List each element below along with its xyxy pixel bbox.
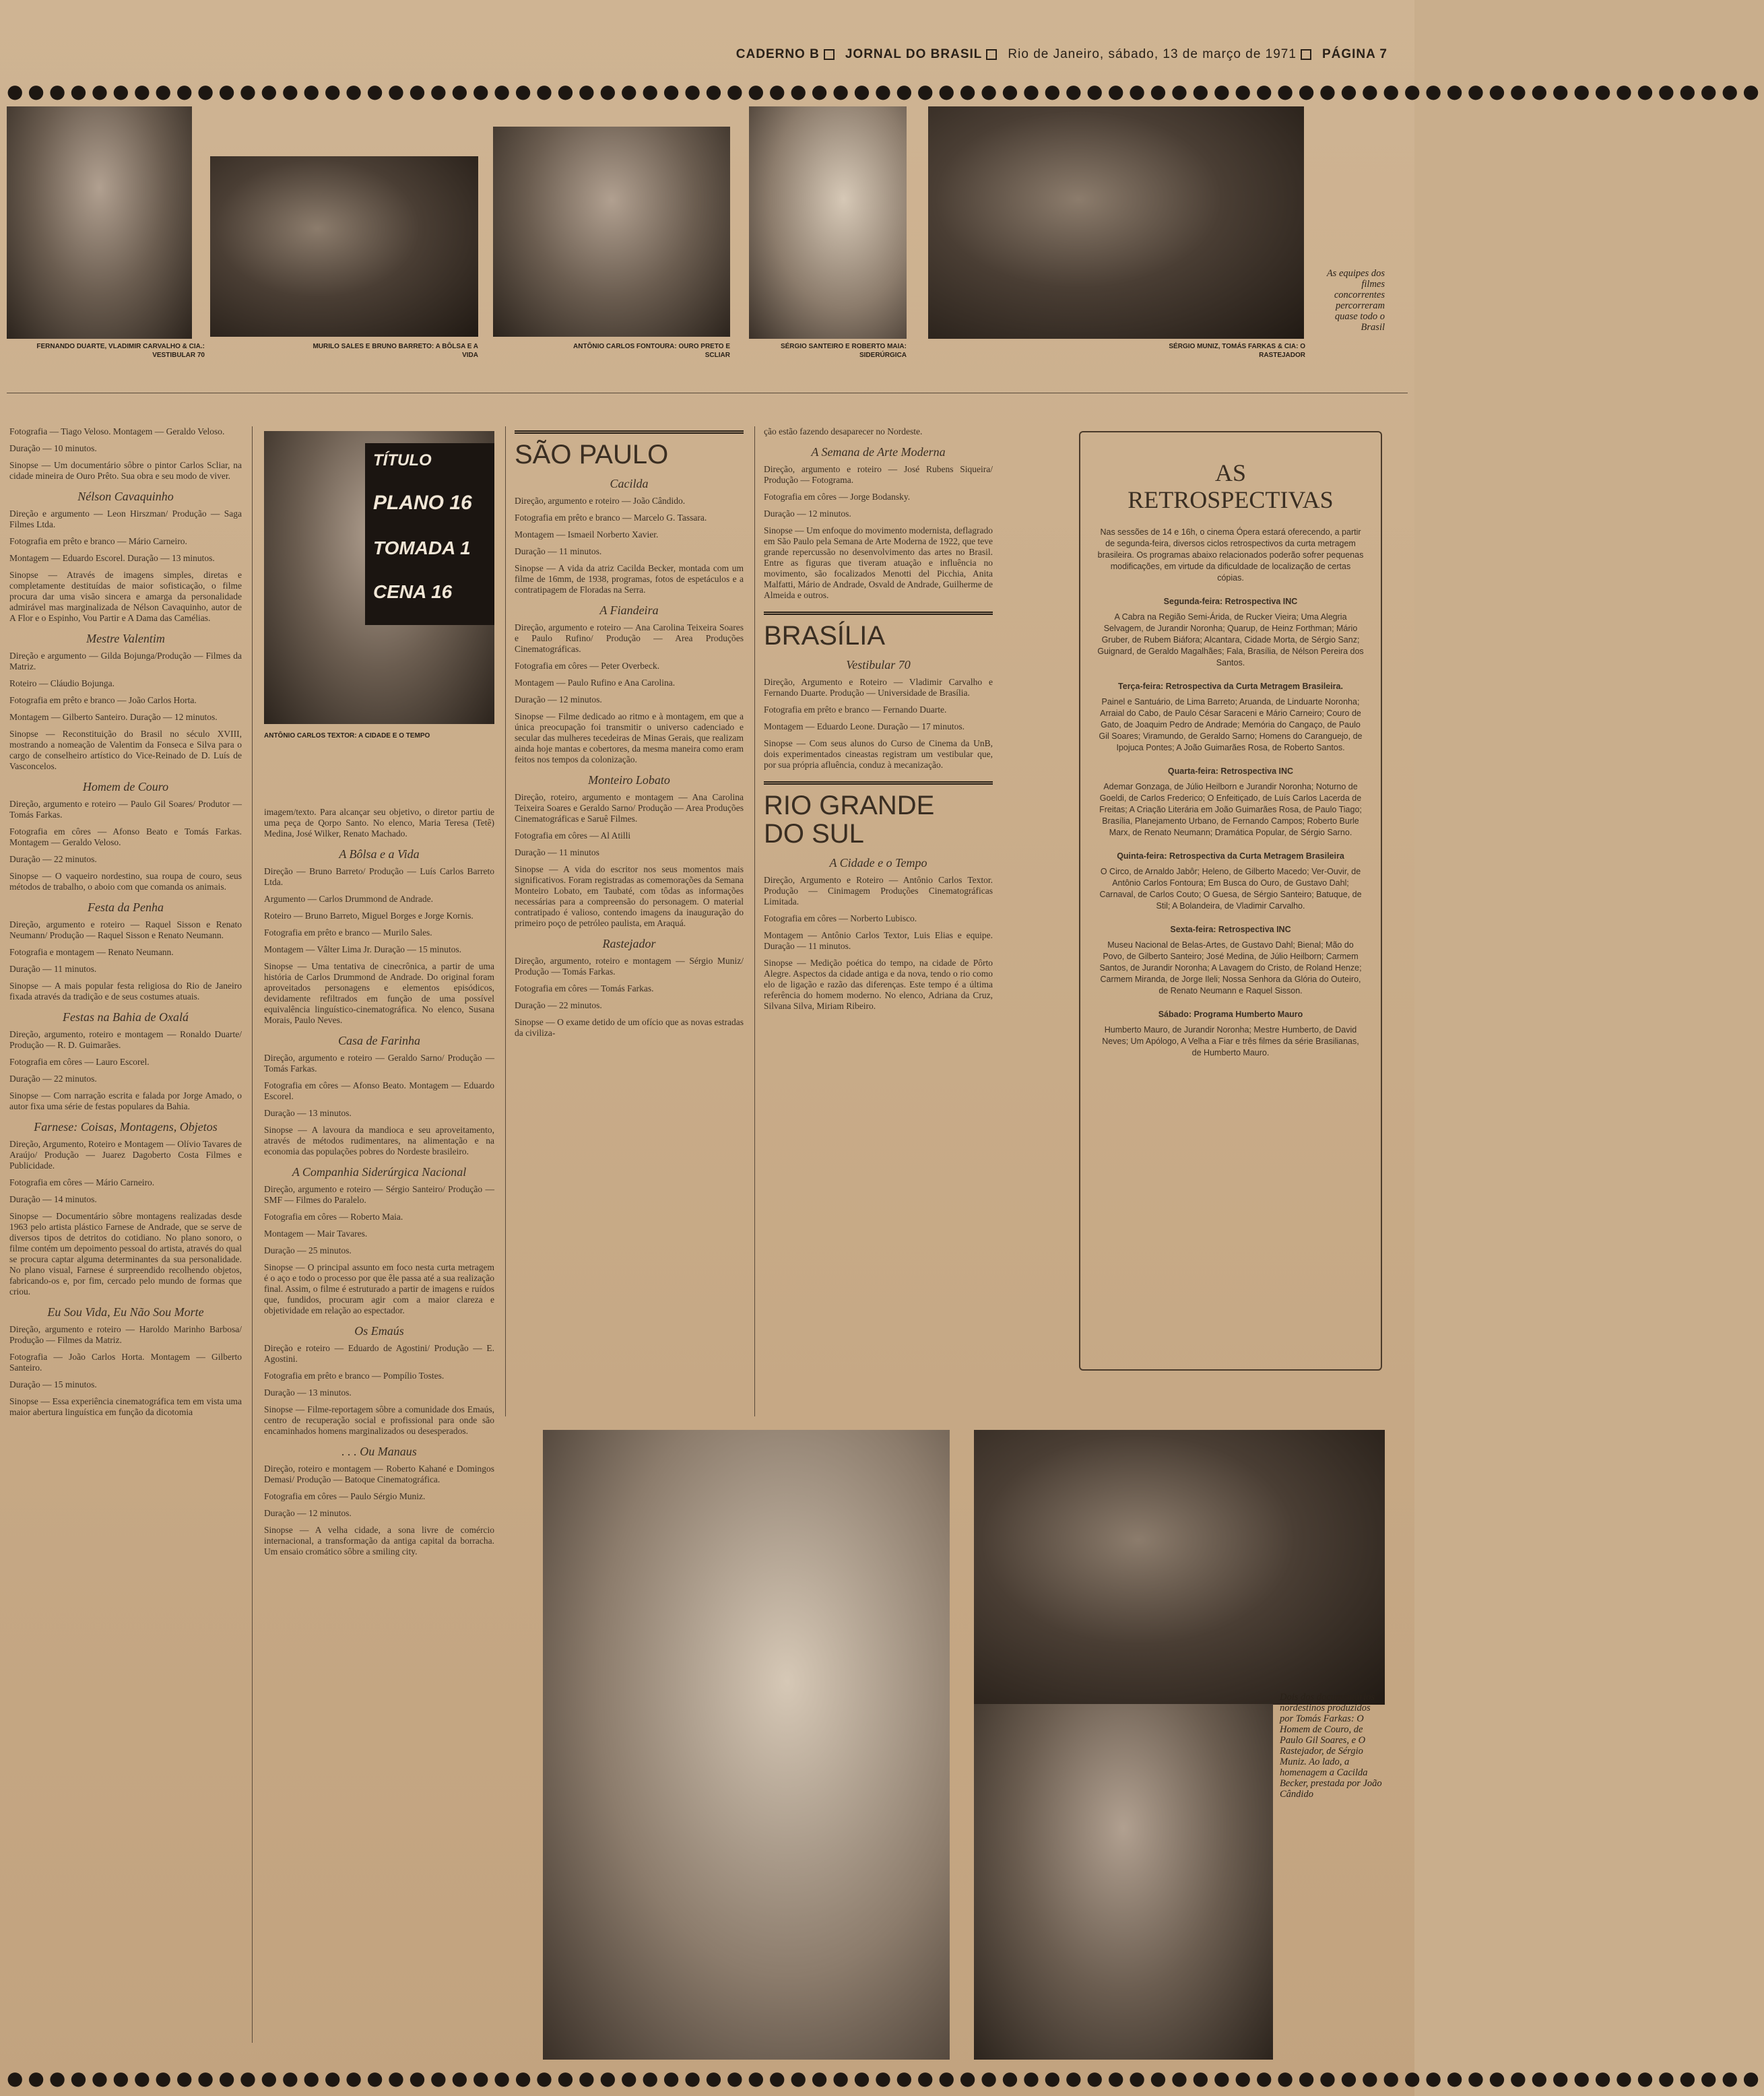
caption-cidade-tempo: ANTÔNIO CARLOS TEXTOR: A CIDADE E O TEMPO [264,732,430,740]
retro-day-heading: Sábado: Programa Humberto Mauro [1158,1010,1303,1019]
caption-vestibular: FERNANDO DUARTE, VLADIMIR CARVALHO & CIA.: VESTIBULAR 70 [36,343,205,359]
film-paragraph: Argumento — Carlos Drummond de Andrade. [264,894,433,904]
film-paragraph: Montagem — Mair Tavares. [264,1229,368,1239]
film-paragraph: Direção e argumento — Gilda Bojunga/Produção — Filmes da Matriz. [9,651,242,672]
caption-bolsa-vida: MURILO SALES E BRUNO BARRETO: A BÔLSA E A VIDA [313,343,478,359]
retro-day-program: Ademar Gonzaga, de Júlio Heilborn e Jurandir Noronha; Noturno de Goeldi, de Carlos Frederico; O Enfeitiçado, de Luís Carlos Lacerda de Freitas; A Criação Literária em João Guimarães Rosa, de Paulo Tiago; Brasília, Planejamento Urbano, de Fernando Campos; Roberto Burle Marx, de Renato Neumann; Dramática Popular, de Sérgio Sarno. [1099,782,1362,837]
retro-day-heading: Segunda-feira: Retrospectiva INC [1163,597,1298,606]
sao-paulo-body [515,478,744,1039]
column-4 [764,426,993,1018]
film-title: A Cidade e o Tempo [829,856,927,870]
film-paragraph: Direção, argumento e roteiro — José Rubens Siqueira/ Produção — Fotograma. [764,464,993,485]
film-paragraph: Sinopse — A velha cidade, a sona livre de comércio internacional, a transformação da antiga capital da borracha. Um ensaio cromático sôbre a smiling city. [264,1525,494,1557]
separator-square-icon [986,49,997,60]
film-title: Homem de Couro [82,780,169,793]
section-title-sao-paulo: SÃO PAULO [515,430,744,469]
film-paragraph: Fotografia — João Carlos Horta. Montagem — Gilberto Santeiro. [9,1352,242,1373]
film-paragraph: Fotografia em côres — Lauro Escorel. [9,1057,150,1067]
film-title: Mestre Valentim [86,632,165,645]
caption-bottom: Dois dos documentários nordestinos produzidos por Tomás Farkas: O Homem de Couro, de Paulo Gil Soares, e O Rastejador, de Sérgio Muniz. Ao lado, a homenagem a Cacilda Becker, prestada por João Cândido [1280,1692,1382,1800]
film-title: Eu Sou Vida, Eu Não Sou Morte [47,1305,204,1319]
film-title: A Fiandeira [599,603,659,617]
film-paragraph: Sinopse — A mais popular festa religiosa do Rio de Janeiro fixada através da tradição e de seus costumes atuais. [9,981,242,1002]
film-paragraph: Montagem — Eduardo Leone. Duração — 17 minutos. [764,721,965,731]
film-paragraph: Direção, argumento e roteiro — Raquel Sisson e Renato Neumann/ Produção — Raquel Sisson e Renato Neumann. [9,919,242,940]
film-paragraph: Duração — 11 minutos [515,847,599,857]
column-1 [9,426,242,1424]
film-paragraph: Fotografia em prêto e branco — Pompílio Tostes. [264,1371,445,1381]
retro-day-program: Museu Nacional de Belas-Artes, de Gustavo Dahl; Bienal; Mão do Povo, de Gilberto Santeiro; José Medina, de Júlio Heilborn; Carmem Santos, de Jurandir Noronha; A Lavagem do Cristo, de Roland Henze; Carmem Miranda, de Jorge Ileli; Nossa Senhora da Glória do Outeiro, de Renato Neumann e Raquel Sisson. [1099,940,1362,995]
column-rule [505,426,506,1416]
retro-title-1: AS [1214,459,1247,486]
film-paragraph: Sinopse — Essa experiência cinematográfica tem em vista uma maior abertura linguística em função da dicotomia [9,1396,242,1417]
film-paragraph: Fotografia em prêto e branco — João Carlos Horta. [9,695,197,705]
photo-bolsa-vida [210,156,478,337]
film-paragraph: Direção, argumento e roteiro — Geraldo Sarno/ Produção — Tomás Farkas. [264,1053,494,1074]
film-paragraph: Direção, argumento e roteiro — Paulo Gil Soares/ Produtor — Tomás Farkas. [9,799,242,820]
film-paragraph: Roteiro — Bruno Barreto, Miguel Borges e Jorge Kornis. [264,911,473,921]
film-paragraph: Direção, Argumento e Roteiro — Antônio Carlos Textor. Produção — Cinimagem Produções Cinematográficas Limitada. [764,875,993,907]
film-paragraph: Fotografia em côres — Jorge Bodansky. [764,492,911,502]
film-paragraph: Sinopse — Através de imagens simples, diretas e completamente destituídas de maior sofisticação, o filme procura dar uma visão sincera e amarga da personalidade admirável mas marginalizada de Nélson Cavaquinho, autor de A Flor e o Espinho, Vou Partir e A Dama das Camélias. [9,570,242,623]
photo-siderurgica [749,106,907,339]
film-paragraph: Sinopse — A lavoura da mandioca e seu aproveitamento, através de métodos rudimentares, na alimentação e na economia das populações pobres do Nordeste brasileiro. [264,1125,494,1156]
film-paragraph: Montagem — Paulo Rufino e Ana Carolina. [515,678,676,688]
film-paragraph: Duração — 22 minutos. [9,854,97,864]
retro-day-program: A Cabra na Região Semi-Árida, de Rucker Vieira; Uma Alegria Selvagem, de Jurandir Noronha; Quarup, de Heinz Forthman; Mário Gruber, de Rubem Biáfora; Alcantara, Cidade Morta, de Sérgio Sanz; Guignard, de Geraldo Magalhães; Fala, Brasília, de Nélson Pereira dos Santos. [1097,612,1364,667]
photo-ouro-preto [493,127,730,337]
photo-vestibular [7,106,192,339]
film-paragraph: Direção, argumento, roteiro e montagem — Sérgio Muniz/ Produção — Tomás Farkas. [515,956,744,977]
photo-homem-de-couro [543,1430,950,2060]
film-paragraph: Duração — 12 minutos. [764,509,851,519]
film-paragraph: Duração — 22 minutos. [515,1000,602,1010]
film-paragraph: Direção, roteiro, argumento e montagem — Ana Carolina Teixeira Soares e Geraldo Sarno/ Produção — Area Produções Cinematográficas e Saruê Filmes. [515,792,744,824]
brasilia-body [764,659,993,771]
film-paragraph: Sinopse — Filme dedicado ao ritmo e à montagem, em que a única preocupação foi transmitir o universo cadenciado e secular das mulheres tecedeiras de Minas Gerais, que realizam ainda hoje mantas e cobertores, da mesma maneira como eram feitos nos tempos da colonização. [515,711,744,764]
film-paragraph: Sinopse — Uma tentativa de cinecrônica, a partir de uma história de Carlos Drummond de Andrade. Do original foram aproveitados personagens e elementos episódicos, devidamente refiltrados em função de uma possível equivalência linguístico-cinematográfica. No elenco, Susana Morais, Paulo Neves. [264,961,494,1025]
clapper-title: TÍTULO [373,451,432,469]
clapper-plano: PLANO 16 [373,492,472,514]
film-paragraph: Duração — 12 minutos. [264,1508,352,1518]
film-paragraph: Montagem — Ismaeil Norberto Xavier. [515,529,659,539]
film-paragraph: Fotografia em côres — Mário Carneiro. [9,1177,155,1187]
retro-day-heading: Quinta-feira: Retrospectiva da Curta Metragem Brasileira [1117,851,1344,861]
film-paragraph: Direção, argumento e roteiro — Ana Carolina Teixeira Soares e Paulo Rufino/ Produção — Area Produções Cinematográficas. [515,622,744,654]
film-title: . . . Ou Manaus [341,1445,417,1458]
clapperboard [365,443,494,625]
film-title: Casa de Farinha [337,1034,420,1047]
caption-siderurgica: SÉRGIO SANTEIRO E ROBERTO MAIA: SIDERÚRGICA [780,343,907,359]
rio-grande-body [764,857,993,1012]
film-paragraph: Direção e argumento — Leon Hirszman/ Produção — Saga Filmes Ltda. [9,509,242,529]
film-paragraph: Sinopse — Um enfoque do movimento modernista, deflagrado em São Paulo pela Semana de Arte Moderna de 1922, que teve grande repercussão no desenvolvimento das artes no Brasil. Entre as figuras que tiveram atuação e influência no movimento, são focalizados Menotti del Picchia, Anita Malfatti, Mário de Andrade, Osvald de Andrade, Guilherme de Almeida e outros. [764,525,993,600]
film-paragraph: Fotografia em côres — Tomás Farkas. [515,983,654,993]
separator-square-icon [1301,49,1311,60]
film-paragraph: Montagem — Gilberto Santeiro. Duração — 12 minutos. [9,712,218,722]
film-paragraph: Duração — 15 minutos. [9,1379,97,1389]
film-title: Os Emaús [354,1324,404,1338]
column-4-top [764,426,993,601]
film-paragraph: Sinopse — Com narração escrita e falada por Jorge Amado, o autor fixa uma série de festas populares da Bahia. [9,1090,242,1111]
film-paragraph: Fotografia em côres — Paulo Sérgio Muniz. [264,1491,426,1501]
film-title: Rastejador [602,937,656,950]
retro-day-heading: Quarta-feira: Retrospectiva INC [1167,766,1294,776]
film-title: Farnese: Coisas, Montagens, Objetos [34,1120,218,1134]
film-paragraph: Duração — 11 minutos. [515,546,602,556]
caption-ouro-preto: ANTÔNIO CARLOS FONTOURA: OURO PRETO E SCLIAR [573,343,730,359]
column-rule [754,426,755,1416]
paper-name: JORNAL DO BRASIL [845,47,983,61]
section-title-rio-grande: RIO GRANDE [764,781,993,820]
film-paragraph: Sinopse — Reconstituição do Brasil no século XVIII, mostrando a nomeação de Valentim da Fonseca e Silva para o cargo de conselheiro artístico do Vice-Reinado de D. Luís de Vasconcelos. [9,729,242,771]
film-paragraph: Direção, Argumento e Roteiro — Vladimir Carvalho e Fernando Duarte. Produção — Universidade de Brasília. [764,677,993,698]
photo-cacilda [974,1704,1273,2060]
film-paragraph: Duração — 13 minutos. [264,1108,352,1118]
retro-day-program: O Circo, de Arnaldo Jabôr; Heleno, de Gilberto Macedo; Ver-Ouvir, de Antônio Carlos Fontoura; Em Busca do Ouro, de Gustavo Dahl; Carnaval, de Carlos Couto; O Guesa, de Sérgio Santeiro; Batuque, de Stil; A Bolandeira, de Vladimir Carvalho. [1099,867,1362,911]
film-paragraph: Sinopse — Filme-reportagem sôbre a comunidade dos Emaús, centro de recuperação social e profissional para onde são encaminhados homens marginalizados ou desesperados. [264,1404,494,1436]
clapper-cena: CENA 16 [373,581,453,602]
film-paragraph: Duração — 11 minutos. [9,964,97,974]
separator-square-icon [824,49,835,60]
film-paragraph: Fotografia — Tiago Veloso. Montagem — Geraldo Veloso. [9,426,225,436]
film-paragraph: Fotografia em prêto e branco — Murilo Sales. [264,927,432,938]
retro-day-heading: Sexta-feira: Retrospectiva INC [1170,925,1291,934]
column-2 [264,807,494,1563]
retro-day-program: Humberto Mauro, de Jurandir Noronha; Mestre Humberto, de David Neves; Um Apólogo, A Velha a Fiar e três filmes da série Brasilianas, de Humberto Mauro. [1102,1025,1359,1057]
film-paragraph: Duração — 10 minutos. [9,443,97,453]
film-title: Monteiro Lobato [588,773,670,787]
film-paragraph: Direção, argumento e roteiro — Sérgio Santeiro/ Produção — SMF — Filmes do Paralelo. [264,1184,494,1205]
film-paragraph: Montagem — Antônio Carlos Textor, Luis Elias e equipe. Duração — 11 minutos. [764,930,993,951]
film-paragraph: Sinopse — O vaqueiro nordestino, sua roupa de couro, seus métodos de trabalho, o aboio com que comanda os animais. [9,871,242,892]
film-paragraph: Fotografia em prêto e branco — Mário Carneiro. [9,536,187,546]
film-paragraph: ção estão fazendo desaparecer no Nordeste. [764,426,923,436]
film-paragraph: Duração — 13 minutos. [264,1387,352,1398]
film-paragraph: Montagem — Eduardo Escorel. Duração — 13 minutos. [9,553,215,563]
film-title: Festas na Bahia de Oxalá [63,1010,189,1024]
film-paragraph: Sinopse — Com seus alunos do Curso de Cinema da UnB, dois experimentados cineastas registram um vestibular que, por sua própria afluência, conduz à mecanização. [764,738,993,770]
retro-title-2: RETROSPECTIVAS [1128,486,1334,513]
film-paragraph: Fotografia em prêto e branco — Fernando Duarte. [764,705,947,715]
film-paragraph: Sinopse — Um documentário sôbre o pintor Carlos Scliar, na cidade mineira de Ouro Prêto. Sua obra e seu modo de viver. [9,460,242,481]
caption-equipes: As equipes dos filmes concorrentes percorreram quase todo o Brasil [1326,268,1385,333]
retro-intro: Nas sessões de 14 e 16h, o cinema Ópera estará oferecendo, a partir de segunda-feira, diversos ciclos retrospectivos da curta metragem brasileira. Os programas abaixo relacionados poderão sofrer pequenas modificações, em virtude da dificuldade de localização de certas cópias. [1097,527,1364,583]
film-paragraph: Fotografia e montagem — Renato Neumann. [9,947,174,957]
page-number: PÁGINA 7 [1321,47,1387,61]
film-title: A Companhia Siderúrgica Nacional [292,1165,467,1179]
column-sao-paulo [515,426,744,1045]
film-paragraph: Duração — 12 minutos. [515,694,602,705]
film-paragraph: Sinopse — O exame detido de um ofício que as novas estradas da civiliza- [515,1017,744,1038]
dot-border-top: ●●●●●●●●●●●●●●●●●●●●●●●●●●●●●●●●●●●●●●●●●●●●●●●●●●●●●●●●●●●●●●●●●●●●●●●●●●●●●●●●●●● [7,80,1764,102]
photo-cidade-tempo [264,431,494,724]
film-title: A Bôlsa e a Vida [339,847,420,861]
film-paragraph: Direção, argumento e roteiro — João Cândido. [515,496,686,506]
film-paragraph: Fotografia em côres — Norberto Lubisco. [764,913,917,923]
film-paragraph: Sinopse — A vida da atriz Cacilda Becker, montada com um filme de 16mm, de 1938, programas, fotos de espetáculos e a contratipagem de Floradas na Serra. [515,563,744,595]
film-paragraph: Fotografia em côres — Afonso Beato. Montagem — Eduardo Escorel. [264,1080,494,1101]
film-title: Festa da Penha [88,900,164,914]
retro-program-list [1097,596,1365,1059]
film-paragraph: imagem/texto. Para alcançar seu objetivo, o diretor partiu de uma peça de Qorpo Santo. No elenco, Maria Teresa (Tetê) Medina, José Wilker, Renato Machado. [264,807,494,839]
section-title-do-sul: DO SUL [764,819,864,849]
film-paragraph: Fotografia em côres — Peter Overbeck. [515,661,660,671]
film-paragraph: Sinopse — A vida do escritor nos seus momentos mais significativos. Foram registradas as comemorações da Semana Monteiro Lobato, em Taubaté, com tôdas as informações necessárias para a compreensão do personagem. O material contratipado é valioso, contendo imagens da inauguração do primeiro poço de petróleo paulista, em Araquá. [515,864,744,928]
date-line: Rio de Janeiro, sábado, 13 de março de 1971 [1008,47,1297,61]
film-paragraph: Fotografia em prêto e branco — Marcelo G. Tassara. [515,513,707,523]
retrospectivas-box [1079,431,1382,1371]
film-paragraph: Montagem — Vâlter Lima Jr. Duração — 15 minutos. [264,944,461,954]
section-name: CADERNO B [736,47,820,61]
film-paragraph: Direção — Bruno Barreto/ Produção — Luís Carlos Barreto Ltda. [264,866,494,887]
film-paragraph: Sinopse — Medição poética do tempo, na cidade de Pôrto Alegre. Aspectos da cidade antiga e da nova, tendo o rio como elo de ligação e razão das diferenças. Este tempo é a última referência do homem moderno. No elenco, Adriana da Cruz, Silvana Silva, Miriam Ribeiro. [764,958,993,1011]
photo-rastejador-team [928,106,1304,339]
section-title-brasilia: BRASÍLIA [764,612,993,650]
masthead [0,47,1387,62]
film-paragraph: Duração — 25 minutos. [264,1245,352,1255]
film-paragraph: Sinopse — Documentário sôbre montagens realizadas desde 1963 pelo artista plástico Farnese de Andrade, que se serve de diversos tipos de detritos do cotidiano. No plano sonoro, o filme contém um depoimento pessoal do artista, através do qual se procura captar alguma determinantes da sua personalidade. No plano visual, Farnese é surpreendido recolhendo objetos, fabricando-os e, por fim, cercado pelo mundo de formas que criou. [9,1211,242,1297]
film-paragraph: Direção, argumento e roteiro — Haroldo Marinho Barbosa/ Produção — Filmes da Matriz. [9,1324,242,1345]
photo-rastejador [974,1430,1385,1705]
film-paragraph: Duração — 14 minutos. [9,1194,97,1204]
column-rule [252,426,253,2043]
film-paragraph: Roteiro — Cláudio Bojunga. [9,678,115,688]
retro-day-program: Painel e Santuário, de Lima Barreto; Aruanda, de Linduarte Noronha; Arraial do Cabo, de Paulo César Saraceni e Mário Carneiro; Couro de Gato, de Joaquim Pedro de Andrade; Memória do Cangaço, de Paulo Gil Soares; Viramundo, de Geraldo Sarno; Homens do Caranguejo, de Ipojuca Pontes; A João Guimarães Rosa, de Roberto Santos. [1099,697,1363,752]
film-paragraph: Fotografia em côres — Al Atilli [515,830,631,841]
clapper-tomada: TOMADA 1 [373,537,471,558]
film-title: Nélson Cavaquinho [77,490,174,503]
film-paragraph: Sinopse — O principal assunto em foco nesta curta metragem é o aço e todo o processo por que êle passa até a sua realização final. Assim, o filme é estruturado a partir de imagens e ruídos que, fundidos, procuram agir com a maior clareza e objetividade em relação ao espectador. [264,1262,494,1315]
retro-day-heading: Terça-feira: Retrospectiva da Curta Metragem Brasileira. [1118,682,1343,691]
film-title: Vestibular 70 [846,658,911,672]
film-paragraph: Duração — 22 minutos. [9,1074,97,1084]
film-paragraph: Direção, Argumento, Roteiro e Montagem — Olívio Tavares de Araújo/ Produção — Juarez Dagoberto Costa Filmes e Publicidade. [9,1139,242,1171]
film-paragraph: Fotografia em côres — Roberto Maia. [264,1212,403,1222]
dot-border-bottom: ●●●●●●●●●●●●●●●●●●●●●●●●●●●●●●●●●●●●●●●●●●●●●●●●●●●●●●●●●●●●●●●●●●●●●●●●●●●●●●●●●●● [7,2067,1764,2089]
film-title: Cacilda [610,477,649,490]
film-paragraph: Direção, argumento, roteiro e montagem — Ronaldo Duarte/ Produção — R. D. Guimarães. [9,1029,242,1050]
film-paragraph: Direção, roteiro e montagem — Roberto Kahané e Domingos Demasi/ Produção — Batoque Cinematográfica. [264,1464,494,1484]
film-paragraph: Direção e roteiro — Eduardo de Agostini/ Produção — E. Agostini. [264,1343,494,1364]
film-paragraph: Fotografia em côres — Afonso Beato e Tomás Farkas. Montagem — Geraldo Veloso. [9,826,242,847]
caption-rastejador-team: SÉRGIO MUNIZ, TOMÁS FARKAS & CIA: O RASTEJADOR [1169,343,1305,359]
film-title: A Semana de Arte Moderna [811,445,946,459]
